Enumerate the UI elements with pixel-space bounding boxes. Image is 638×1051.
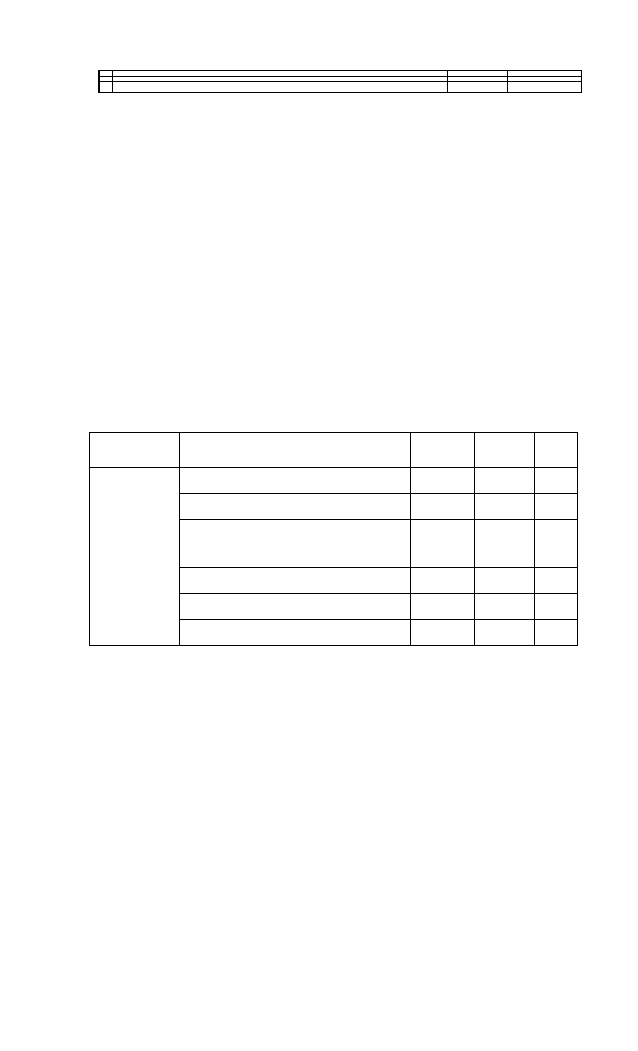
indikator-6 [179,620,411,646]
teknik-5 [411,594,475,620]
teknik-6 [411,620,475,646]
kegiatan-penutup-character [508,82,582,93]
header-no-soal [535,433,578,468]
indikator-5 [179,594,411,620]
indikator-1 [179,468,411,494]
indikator-4 [179,568,411,594]
no-soal-6 [535,620,578,646]
teknik-1 [411,468,475,494]
teknik-2 [411,494,475,520]
indicator-table [89,432,578,646]
bentuk-5 [475,594,535,620]
no-soal-1 [535,468,578,494]
table-row [90,468,578,494]
kegiatan-penutup-row [99,82,582,93]
bentuk-1 [475,468,535,494]
activity-table [98,70,582,93]
header-indikator [179,433,411,468]
header-teknik [411,433,475,468]
header-bentuk [475,433,535,468]
bentuk-4 [475,568,535,594]
teknik-3 [411,520,475,568]
bentuk-2 [475,494,535,520]
kegiatan-penutup-time [448,82,508,93]
no-soal-4 [535,568,578,594]
no-soal-2 [535,494,578,520]
indikator-3 [179,520,411,568]
bentuk-6 [475,620,535,646]
kd-cell [90,468,180,646]
indicator-header-row [90,433,578,468]
indikator-2 [179,494,411,520]
no-soal-5 [535,594,578,620]
teknik-4 [411,568,475,594]
header-kd [90,433,180,468]
